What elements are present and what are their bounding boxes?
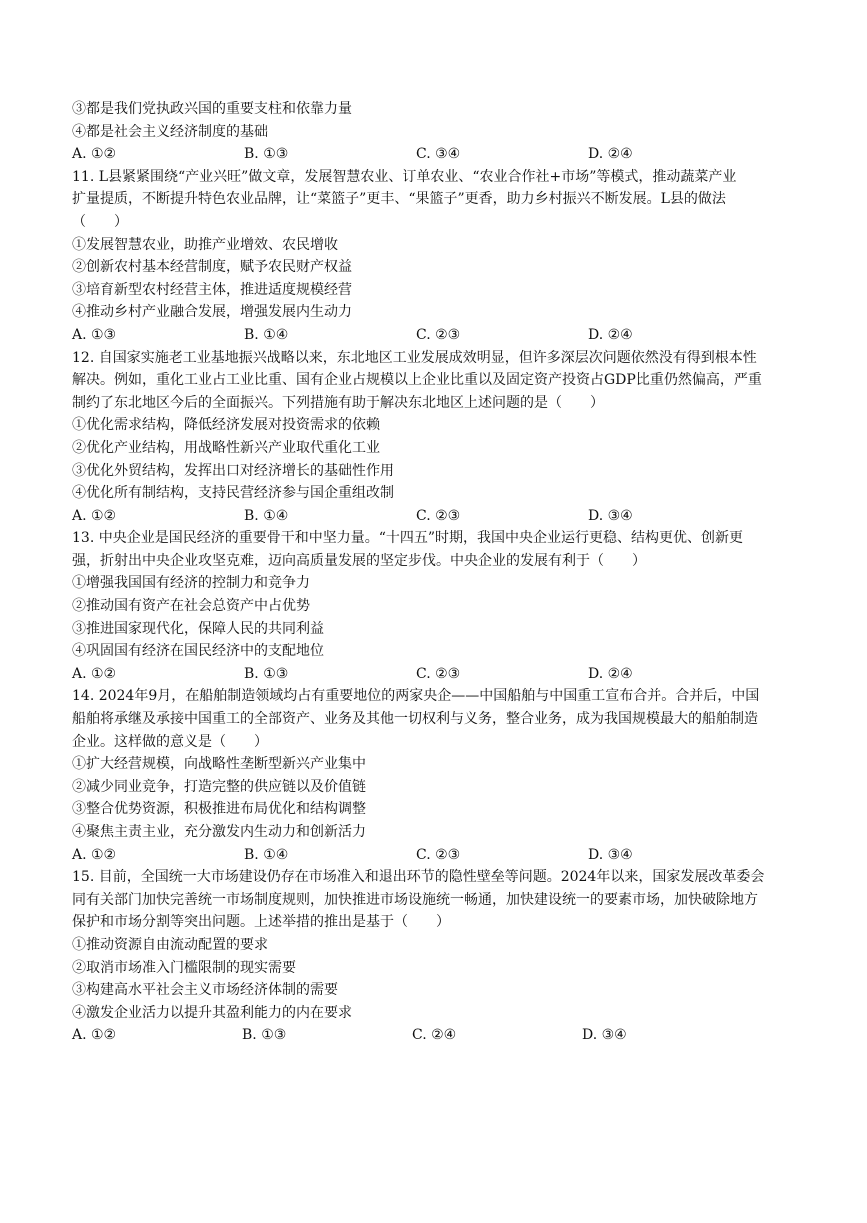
choice-b[interactable]: B. ①④ [244, 326, 289, 343]
choice-a[interactable]: A. ①② [72, 665, 117, 682]
choice-b[interactable]: B. ①④ [244, 507, 289, 524]
choice-b[interactable]: B. ①③ [244, 665, 289, 682]
option-3: ③都是我们党执政兴国的重要支柱和依靠力量 [72, 101, 352, 117]
choice-d[interactable]: D. ③④ [582, 1027, 627, 1044]
question-13 [72, 527, 795, 685]
answer-choices [72, 844, 795, 867]
choice-d[interactable]: D. ②④ [588, 665, 633, 682]
choice-a[interactable]: A. ①② [72, 1027, 117, 1044]
question-stem-line: 船舶将承继及承接中国重工的全部资产、业务及其他一切权利与义务，整合业务，成为我国规模最大的船舶制造 [72, 711, 758, 728]
choice-c[interactable]: C. ②③ [416, 846, 461, 863]
question-stem-line: 14. 2024年9月，在船舶制造领域均占有重要地位的两家央企——中国船舶与中国重工宣布合并。合并后，中国 [72, 688, 760, 705]
choice-d[interactable]: D. ③④ [588, 846, 633, 863]
choice-b[interactable]: B. ①④ [244, 846, 289, 863]
question-stem-line: 13. 中央企业是国民经济的重要骨干和中坚力量。“十四五”时期，我国中央企业运行更稳、结构更优、创新更 [72, 530, 744, 547]
question-10 [72, 98, 795, 166]
choice-c[interactable]: C. ②④ [412, 1027, 457, 1044]
question-stem-line: 扩量提质，不断提升特色农业品牌，让“菜篮子”更丰、“果篮子”更香，助力乡村振兴不断发展。L县的做法 [72, 191, 726, 208]
choice-b[interactable]: B. ①③ [244, 146, 289, 163]
option-4: ④巩固国有经济在国民经济中的支配地位 [72, 643, 324, 660]
choice-c[interactable]: C. ③④ [416, 146, 461, 163]
choice-c[interactable]: C. ②③ [416, 326, 461, 343]
choice-d[interactable]: D. ②④ [588, 326, 633, 343]
question-stem-line: 12. 自国家实施老工业基地振兴战略以来，东北地区工业发展成效明显，但许多深层次问题依然没有得到根本性 [72, 349, 757, 366]
question-15 [72, 866, 795, 1047]
option-2: ②优化产业结构，用战略性新兴产业取代重化工业 [72, 439, 380, 456]
choice-c[interactable]: C. ②③ [416, 507, 461, 524]
option-1: ①推动资源自由流动配置的要求 [72, 936, 268, 953]
option-3: ③整合优势资源，积极推进布局优化和结构调整 [72, 801, 366, 818]
option-4: ④都是社会主义经济制度的基础 [72, 123, 268, 140]
option-1: ①扩大经营规模，向战略性垄断型新兴产业集中 [72, 756, 366, 773]
answer-choices [72, 324, 795, 347]
question-stem-line: 15. 目前，全国统一大市场建设仍存在市场准入和退出环节的隐性壁垒等问题。2024年以来，国家发展改革委会 [72, 869, 765, 886]
option-3: ③培育新型农村经营主体，推进适度规模经营 [72, 281, 352, 298]
option-3: ③优化外贸结构，发挥出口对经济增长的基础性作用 [72, 462, 394, 479]
option-1: ①优化需求结构，降低经济发展对投资需求的依赖 [72, 417, 380, 434]
answer-choices [72, 1024, 795, 1047]
choice-a[interactable]: A. ①② [72, 146, 117, 163]
question-stem-line: 企业。这样做的意义是（ ） [72, 733, 268, 750]
choice-a[interactable]: A. ①② [72, 846, 117, 863]
question-14 [72, 685, 795, 866]
question-stem-line: 保护和市场分割等突出问题。上述举措的推出是基于（ ） [72, 914, 450, 931]
option-4: ④推动乡村产业融合发展，增强发展内生动力 [72, 304, 352, 321]
option-4: ④激发企业活力以提升其盈利能力的内在要求 [72, 1004, 352, 1021]
option-2: ②减少同业竞争，打造完整的供应链以及价值链 [72, 778, 366, 795]
question-12 [72, 347, 795, 528]
option-2: ②创新农村基本经营制度，赋予农民财产权益 [72, 259, 352, 276]
question-stem-line: 制约了东北地区今后的全面振兴。下列措施有助于解决东北地区上述问题的是（ ） [72, 394, 604, 411]
answer-choices [72, 663, 795, 686]
choice-d[interactable]: D. ②④ [588, 146, 633, 163]
option-4: ④优化所有制结构，支持民营经济参与国企重组改制 [72, 485, 394, 502]
question-11 [72, 166, 795, 347]
option-1: ①发展智慧农业，助推产业增效、农民增收 [72, 236, 338, 253]
choice-b[interactable]: B. ①③ [242, 1027, 287, 1044]
question-stem-line: 解决。例如，重化工业占工业比重、国有企业占规模以上企业比重以及固定资产投资占GDP比重仍然偏高，严重 [72, 372, 762, 389]
choice-a[interactable]: A. ①③ [72, 326, 117, 343]
choice-a[interactable]: A. ①② [72, 507, 117, 524]
choice-c[interactable]: C. ②③ [416, 665, 461, 682]
answer-choices [72, 505, 795, 528]
question-stem-line: 同有关部门加快完善统一市场制度规则，加快推进市场设施统一畅通，加快建设统一的要素市场，加快破除地方 [72, 891, 758, 908]
option-3: ③构建高水平社会主义市场经济体制的需要 [72, 982, 338, 999]
question-stem-line: 11. L县紧紧围绕“产业兴旺”做文章，发展智慧农业、订单农业、“农业合作社+市场”等模式，推动蔬菜产业 [72, 168, 737, 185]
answer-choices [72, 143, 795, 166]
option-1: ①增强我国国有经济的控制力和竞争力 [72, 575, 310, 592]
answer-blank: （ ） [72, 213, 128, 230]
choice-d[interactable]: D. ③④ [588, 507, 633, 524]
option-2: ②推动国有资产在社会总资产中占优势 [72, 598, 310, 615]
option-3: ③推进国家现代化，保障人民的共同利益 [72, 620, 324, 637]
question-stem-line: 强，折射出中央企业攻坚克难，迈向高质量发展的坚定步伐。中央企业的发展有利于（ ） [72, 552, 646, 569]
option-2: ②取消市场准入门槛限制的现实需要 [72, 959, 296, 976]
option-4: ④聚焦主责主业，充分激发内生动力和创新活力 [72, 824, 366, 840]
